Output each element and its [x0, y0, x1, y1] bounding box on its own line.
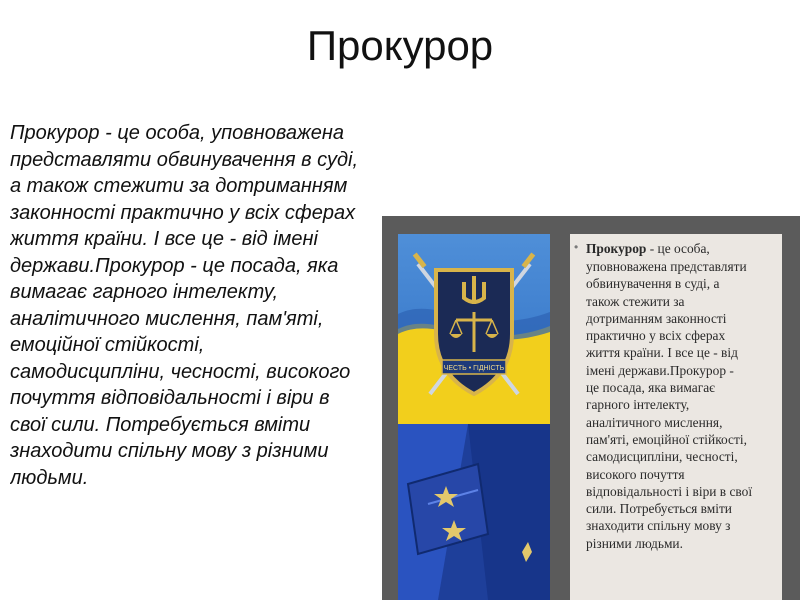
bullet-icon: •: [574, 240, 579, 254]
illustration-panel: [382, 216, 800, 600]
panel-line-12: самодисципліни, чесності,: [586, 449, 738, 465]
panel-line-17: різними людьми.: [586, 535, 683, 551]
panel-line-1: уповноважена представляти: [586, 259, 747, 274]
panel-text: [586, 240, 776, 552]
panel-line-4: дотриманням законності: [586, 310, 727, 326]
panel-term: Прокурор: [586, 241, 647, 256]
panel-line-13: високого почуття: [586, 466, 685, 482]
panel-line-10: аналітичного мислення,: [586, 414, 723, 430]
slide-body-text: Прокурор - це особа, уповноважена представляти обвинувачення в суді, а також стежити за дотриманням законності практично у всіх сферах життя країни. І все це - від імені держави.Прокурор - це посада, яка вимагає гарного інтелекту, аналітичного мислення, пам'яті, емоційної стійкості, самодисципліни, чесності, високого почуття відповідальності і віри в свої сили. Потребується вміти знаходити спільну мову з різними людьми.: [10, 122, 358, 489]
panel-line-5: практично у всіх сферах: [586, 328, 726, 344]
panel-line-11: пам'яті, емоційної стійкості,: [586, 431, 747, 447]
panel-line-3: також стежити за: [586, 293, 685, 309]
prosecutor-uniform-image: [398, 424, 550, 600]
panel-line-14: відповідальності і віри в свої: [586, 483, 753, 499]
uniform-graphic: [398, 424, 550, 600]
panel-line-2: обвинувачення в суді, а: [586, 276, 720, 292]
slide-title: Прокурор: [306, 22, 494, 69]
panel-line-9: гарного інтелекту,: [586, 397, 690, 413]
panel-line-15: сили. Потребується вміти: [586, 501, 732, 517]
panel-line-8: це посада, яка вимагає: [586, 380, 715, 396]
panel-line-16: знаходити спільну мову з: [586, 518, 731, 534]
prosecutor-emblem-image: [398, 234, 550, 424]
panel-text-box: [570, 234, 782, 600]
emblem-ribbon-text: ЧЕСТЬ • ГІДНІСТЬ: [443, 365, 505, 372]
panel-line-6: життя країни. І все це - від: [586, 345, 738, 361]
panel-line-0: - це особа,: [646, 241, 710, 256]
emblem-graphic: [398, 234, 550, 424]
panel-line-7: імені держави.Прокурор -: [586, 362, 734, 378]
